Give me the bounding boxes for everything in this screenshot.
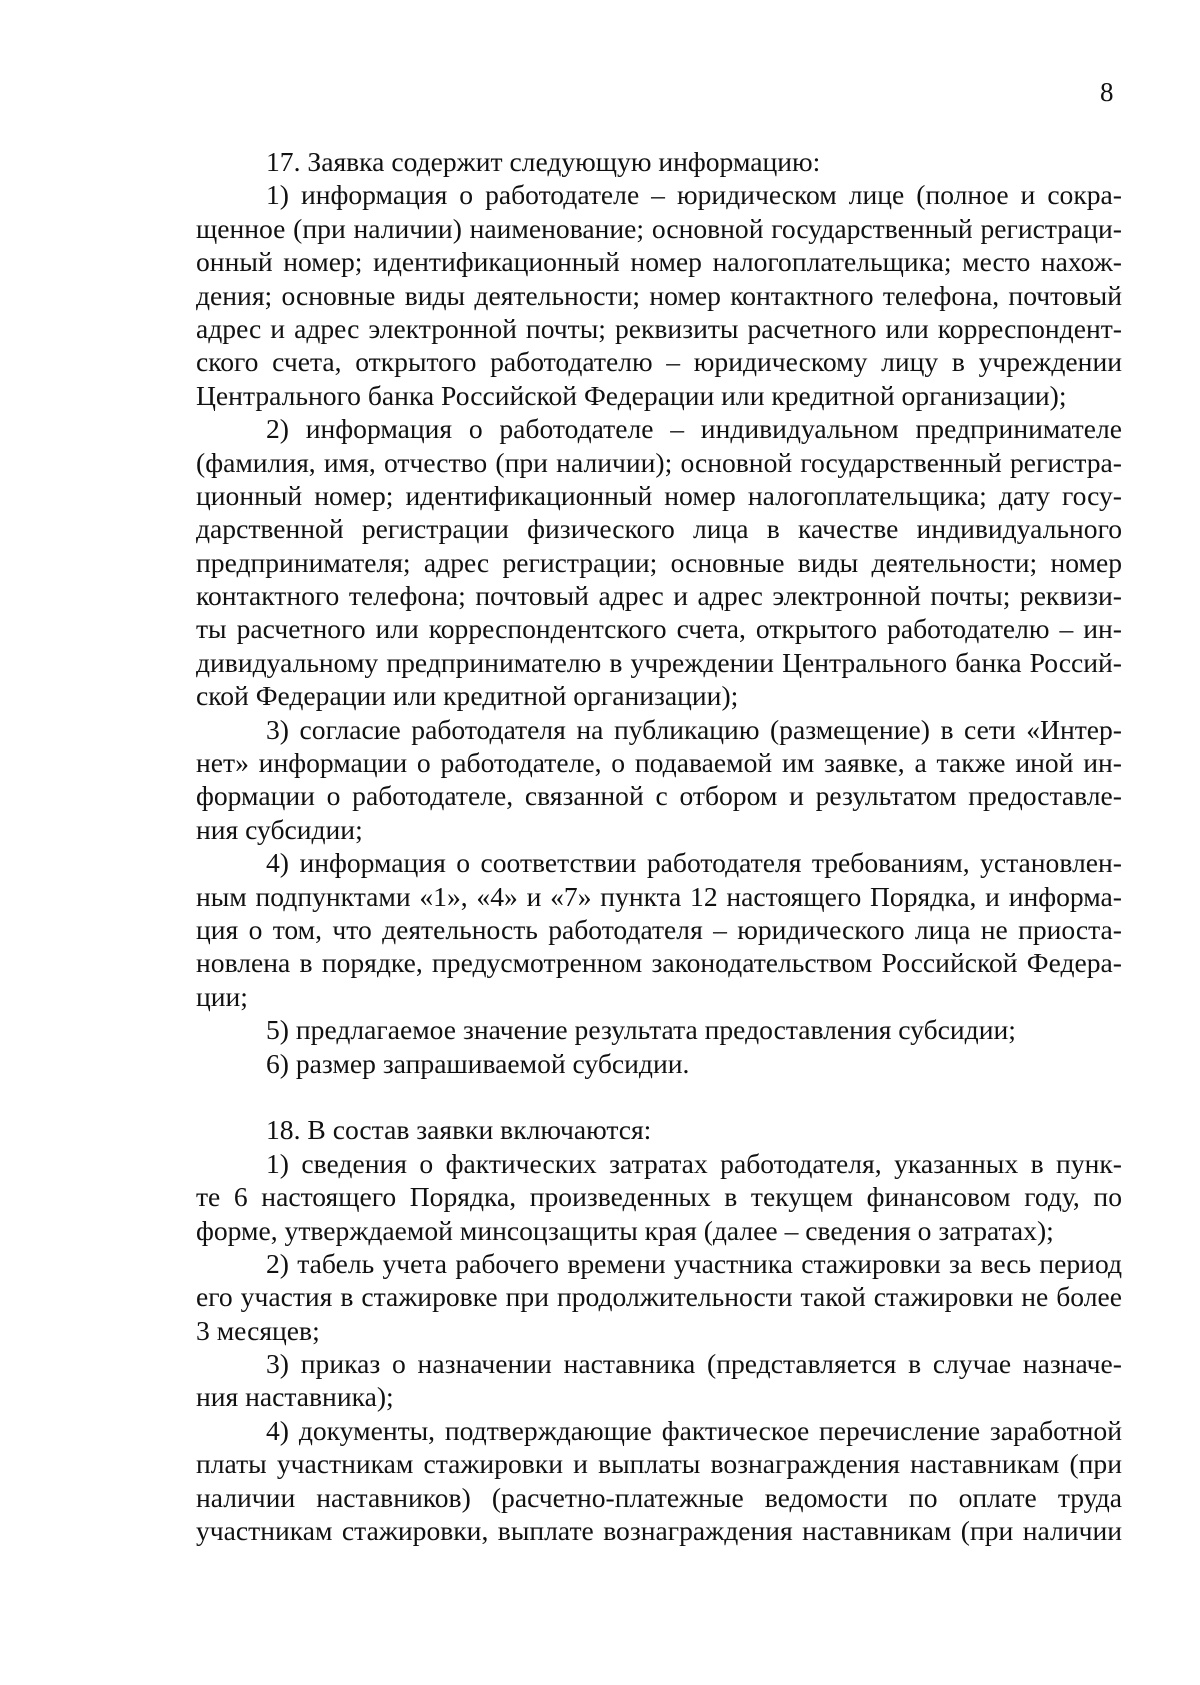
text-line: 18. В состав заявки включаются: <box>266 1114 652 1146</box>
text-line: ция о том, что деятельность работодателя – юридического лица не приоста- <box>196 913 1122 945</box>
text-line: онный номер; идентификационный номер налогоплательщика; место нахож- <box>196 246 1122 278</box>
text-line: 2) табель учета рабочего времени участника стажировки за весь период <box>266 1247 1122 1279</box>
text-line: 1) сведения о фактических затратах работодателя, указанных в пунк- <box>266 1147 1122 1179</box>
text-line: ции; <box>196 980 248 1012</box>
text-line: 3) приказ о назначении наставника (представляется в случае назначе- <box>266 1348 1122 1380</box>
text-line: 17. Заявка содержит следующую информацию: <box>266 146 821 177</box>
text-line: ным подпунктами «1», «4» и «7» пункта 12 настоящего Порядка, и информа- <box>196 880 1122 912</box>
text-line: 4) информация о соответствии работодателя требованиям, установлен- <box>266 847 1122 879</box>
text-line: 4) документы, подтверждающие фактическое перечисление заработной <box>266 1414 1122 1446</box>
text-line: ты расчетного или корреспондентского счета, открытого работодателю – ин- <box>196 613 1122 645</box>
text-line: дарственной регистрации физического лица в качестве индивидуального <box>196 513 1122 545</box>
text-line: предпринимателя; адрес регистрации; основные виды деятельности; номер <box>196 546 1122 578</box>
text-line: наличии наставников) (расчетно-платежные ведомости по оплате труда <box>196 1481 1122 1513</box>
text-line: 2) информация о работодателе – индивидуальном предпринимателе <box>266 413 1122 445</box>
text-line: контактного телефона; почтовый адрес и адрес электронной почты; реквизи- <box>196 580 1122 612</box>
text-line: платы участникам стажировки и выплаты вознаграждения наставникам (при <box>196 1448 1122 1480</box>
text-line: форме, утверждаемой минсоцзащиты края (далее – сведения о затратах); <box>196 1214 1054 1246</box>
text-line: 5) предлагаемое значение результата предоставления субсидии; <box>266 1014 1016 1046</box>
text-line: участникам стажировки, выплате вознаграждения наставникам (при наличии <box>196 1515 1122 1547</box>
text-line: ского счета, открытого работодателю – юридическому лицу в учреждении <box>196 346 1122 378</box>
text-line: 6) размер запрашиваемой субсидии. <box>266 1047 690 1079</box>
text-line: (фамилия, имя, отчество (при наличии); основной государственный регистра- <box>196 446 1122 478</box>
text-line: дивидуальному предпринимателю в учреждении Центрального банка Россий- <box>196 646 1122 678</box>
text-line: ния субсидии; <box>196 813 363 845</box>
text-line: формации о работодателе, связанной с отбором и результатом предоставле- <box>196 780 1122 812</box>
text-line: адрес и адрес электронной почты; реквизиты расчетного или корреспондент- <box>196 312 1122 344</box>
paragraph-gap <box>196 1080 1122 1113</box>
text-line: дения; основные виды деятельности; номер контактного телефона, почтовый <box>196 279 1122 311</box>
text-line: ционный номер; идентификационный номер налогоплательщика; дату госу- <box>196 479 1122 511</box>
text-line: 3 месяцев; <box>196 1314 320 1346</box>
document-body <box>196 145 1122 1547</box>
text-line: щенное (при наличии) наименование; основной государственный регистраци- <box>196 212 1122 244</box>
text-line: 1) информация о работодателе – юридическом лице (полное и сокра- <box>266 179 1122 211</box>
text-line: ской Федерации или кредитной организации); <box>196 680 739 712</box>
text-line: те 6 настоящего Порядка, произведенных в текущем финансовом году, по <box>196 1181 1122 1213</box>
text-line: 3) согласие работодателя на публикацию (размещение) в сети «Интер- <box>266 713 1122 745</box>
text-line: Центрального банка Российской Федерации или кредитной организации); <box>196 379 1067 411</box>
text-line: ния наставника); <box>196 1381 394 1413</box>
text-line: нет» информации о работодателе, о подаваемой им заявке, а также иной ин- <box>196 747 1122 779</box>
page-number: 8 <box>1100 77 1114 107</box>
text-line: новлена в порядке, предусмотренном законодательством Российской Федера- <box>196 947 1122 979</box>
text-line: его участия в стажировке при продолжительности такой стажировки не более <box>196 1281 1122 1313</box>
